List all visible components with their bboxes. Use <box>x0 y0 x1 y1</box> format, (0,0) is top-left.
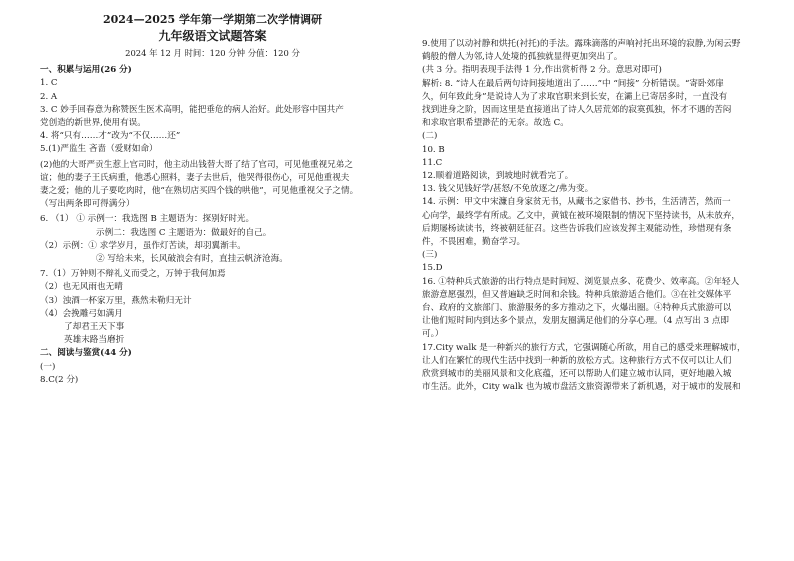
answer-line: （3）浊酒一杯家万里，燕然未勒归无计 <box>40 295 192 306</box>
answer-line: 可。） <box>422 329 444 340</box>
answer-line: 示例二：我选图 C 主题语为：做最好的自己。 <box>96 227 272 238</box>
answer-line: 3. C 妙手回春意为称赞医生医术高明，能把垂危的病人治好。此处形容中国共产 <box>40 104 344 115</box>
answer-line: 心向学，最终学有所成。乙文中，黄钺在被环境限制的情况下坚持读书，从未放弃， <box>422 210 740 221</box>
section-heading: 一、积累与运用(26 分) <box>40 65 132 76</box>
section-heading: 二、阅读与鉴赏(44 分) <box>40 348 132 359</box>
answer-line: 10. B <box>422 144 445 155</box>
answer-line: 7.（1）万钟则不辩礼义而受之，万钟于我何加焉 <box>40 269 226 280</box>
answer-line: 14. 示例：甲文中宋濂自身家贫无书，从藏书之家借书、抄书，生活清苦，然而一 <box>422 197 731 208</box>
answer-line: 欣赏到城市的美丽风景和文化底蕴，还可以帮助人们建立城市认同，更好地融入城 <box>422 369 732 380</box>
answer-line: 11.C <box>422 157 443 168</box>
answer-line: （2）也无风雨也无晴 <box>40 282 123 293</box>
answer-line: ② 写给未来，长风破浪会有时，直挂云帆济沧海。 <box>96 254 288 265</box>
answer-line: 让他们短时间内到达多个景点，发朋友圈满足他们的分享心理。（4 点写出 3 点即 <box>422 316 730 327</box>
answer-line: 17.City walk 是一种新兴的旅行方式，它强调随心所欲，用自己的感受来理解城市， <box>422 342 746 353</box>
answer-line: 让人们在繁忙的现代生活中找到一种新的放松方式。这种旅行方式不仅可以让人们 <box>422 355 732 366</box>
answer-line: 鹤般的僧人为邻,诗人处境的孤独就显得更加突出了。 <box>422 52 623 63</box>
answer-line: 1. C <box>40 78 58 89</box>
answer-line: (2)他的大哥严贡生惹上官司时，他主动出钱替大哥了结了官司，可见他重视兄弟之 <box>40 159 353 170</box>
answer-line: （4）会挽雕弓如满月 <box>40 308 123 319</box>
explanation-line: 解析: 8. “诗人在最后两句诗间接地道出了……”中 “间接” 分析错误。“寄卧郊扉 <box>422 78 724 89</box>
answer-line: 16. ①特种兵式旅游的出行特点是时间短、浏览景点多、花费少、效率高。②年轻人 <box>422 276 740 287</box>
answer-line: 英雄末路当磨折 <box>64 335 125 346</box>
explanation-line: 找到进身之阶，因而这里是直接道出了诗人久居荒郊的寂寞孤独，怀才不遇的苦闷 <box>422 105 732 116</box>
part-heading: (三) <box>422 250 438 261</box>
part-heading: (一) <box>40 361 56 372</box>
left-column <box>40 12 385 387</box>
answer-line: 党创造的新世界,使用有误。 <box>40 118 146 129</box>
answer-line: 13. 钱父见钱好学/甚怒/不免放逐之/弗为变。 <box>422 184 594 195</box>
answer-line: 2. A <box>40 91 58 102</box>
answer-line: 后期屡杨读读书，终被朝廷征召。这些告诉我们应该发挥主观能动性，珍惜现有条 <box>422 223 732 234</box>
answer-line: 4. 将“只有……才”改为“不仅……还” <box>40 131 181 142</box>
answer-line: 台、政府的文旅部门、旅游服务的多方推动之下，火爆出圈。④特种兵式旅游可以 <box>422 303 732 314</box>
answer-line: 了却君王天下事 <box>64 322 125 333</box>
answer-line: 8.C(2 分) <box>40 374 79 385</box>
answer-line: 15.D <box>422 263 443 274</box>
answer-line: 12.顺着道路阅读，到坡地时就看完了。 <box>422 171 574 182</box>
answer-line: （写出两条即可得满分） <box>40 199 135 210</box>
answer-line: （2）示例：① 求学岁月，虽作灯苦读，却羽翼渐丰。 <box>40 240 246 251</box>
answer-line: 旅游意愿强烈，但又普遍缺乏时间和余钱。特种兵旅游适合他们。③在社交媒体平 <box>422 289 732 300</box>
answer-line: 9.使用了以动衬静和烘托(衬托)的手法。露珠滴落的声响衬托出环境的寂静,为闲云野 <box>422 39 741 49</box>
answer-line: 谊；他的妻子王氏病重，他悉心照料，妻子去世后，他哭得很伤心，可见他重视夫 <box>40 172 350 183</box>
explanation-line: 久，何年致此身”是说诗人为了求取官职来到长安，在灞上已寄居多时，一直没有 <box>422 91 728 102</box>
answer-line: 市生活。此外，City walk 也为城市盘活文旅资源带来了新机遇，对于城市的发展和 <box>422 382 741 393</box>
page-title: 2024—2025 学年第一学期第二次学情调研 <box>102 13 323 26</box>
exam-meta: 2024 年 12 月 时间：120 分钟 分值：120 分 <box>125 48 300 58</box>
answer-line: (共 3 分。指明表现手法得 1 分,作出赏析得 2 分。意思对即可) <box>422 65 662 76</box>
part-heading: (二) <box>422 131 438 142</box>
answer-line: 5.(1)严监生 吝啬（爱财如命） <box>40 144 158 155</box>
answer-line: 妻之爱；他的儿子要吃肉时，他“在熟切店买四个钱的哄他”，可见他重视父子之情。 <box>40 186 359 197</box>
explanation-line: 和求取官职希望渺茫的无奈。故选 C。 <box>422 118 569 129</box>
right-column <box>422 38 766 394</box>
page-subtitle: 九年级语文试题答案 <box>158 29 267 43</box>
answer-line: 6. （1） ① 示例一：我选图 B 主题语为：探别好时光。 <box>40 214 255 225</box>
answer-line: 件，不畏困难，勤奋学习。 <box>422 237 526 248</box>
